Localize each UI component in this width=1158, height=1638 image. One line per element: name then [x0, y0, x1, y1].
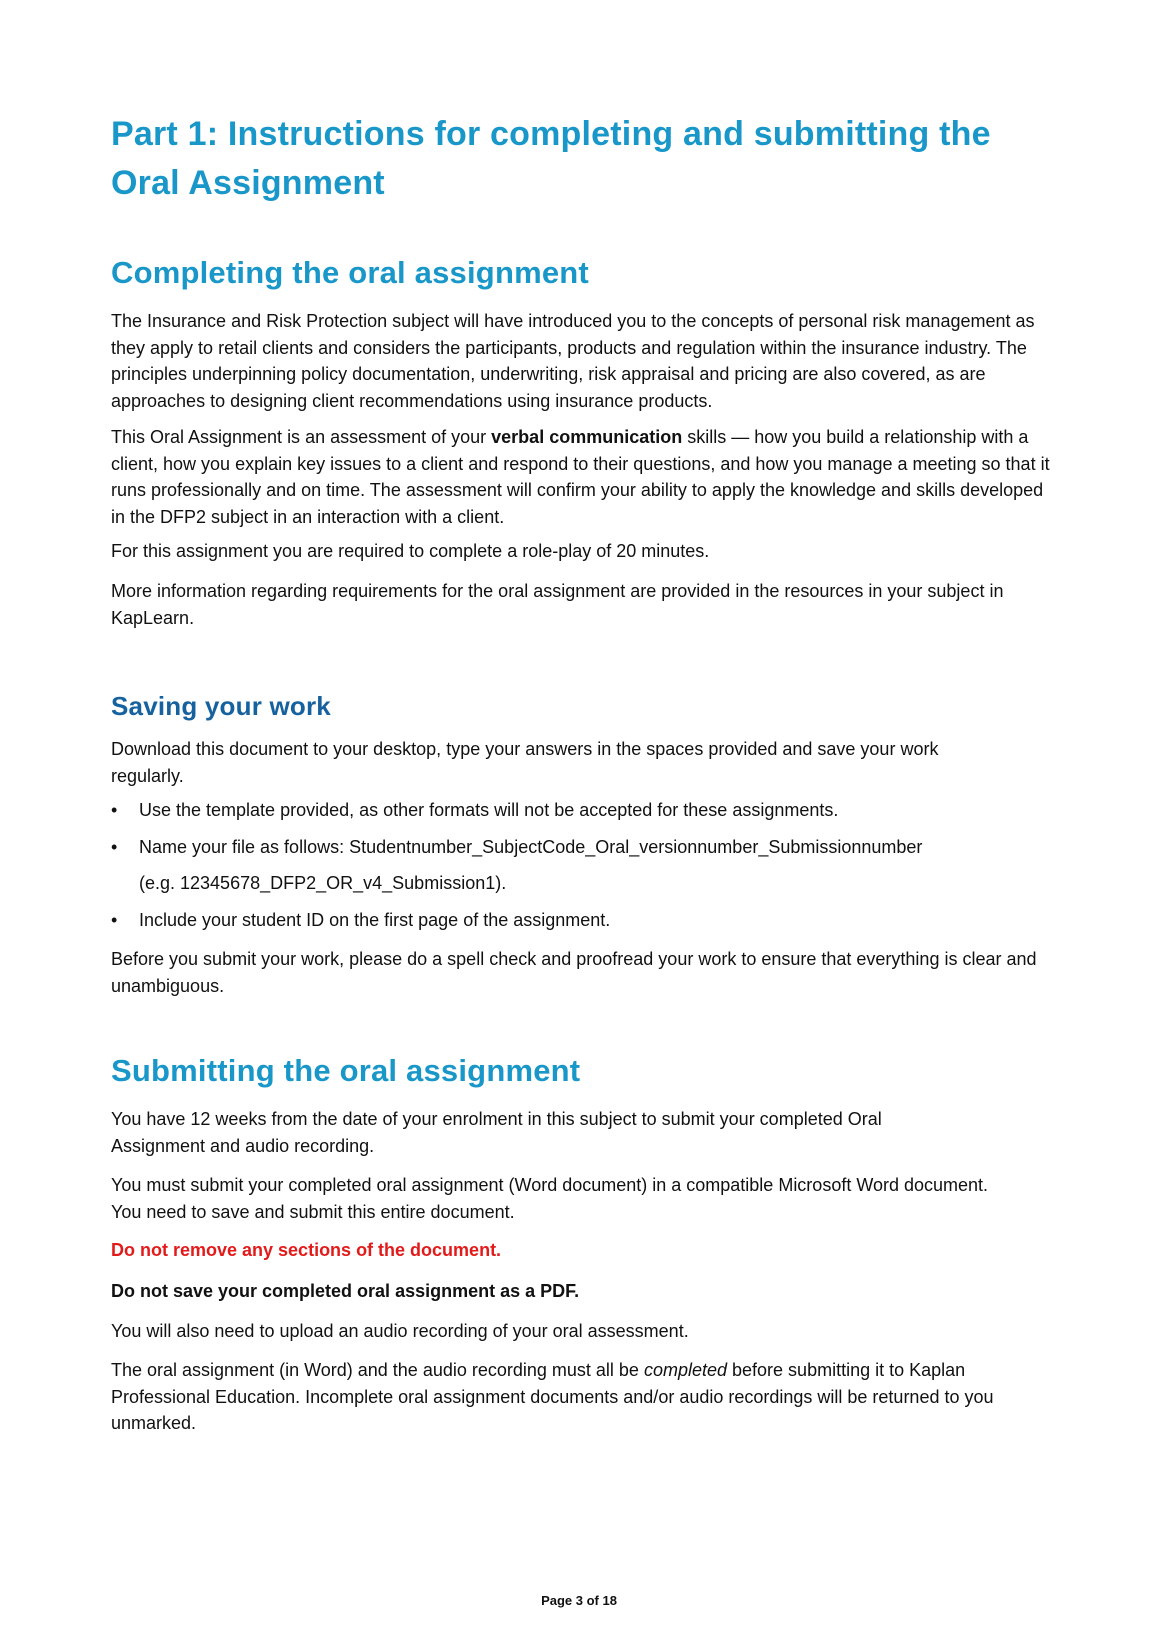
completing-paragraph-1: The Insurance and Risk Protection subject will have introduced you to the concepts of personal risk management as they apply to retail clients and considers the participants, products and regulation within the insurance industry. The principles underpinning policy documentation, underwriting, risk appraisal and pricing are also covered, as are approaches to designing client recommendations using insurance products. [111, 311, 1035, 411]
warning-no-pdf: Do not save your completed oral assignment as a PDF. [111, 1281, 580, 1301]
verbal-communication-emphasis: verbal communication [491, 427, 683, 447]
bullet-text: Name your file as follows: Studentnumber_SubjectCode_Oral_versionnumber_Submissionnumber [139, 837, 923, 857]
completing-paragraph-4: More information regarding requirements for the oral assignment are provided in the resources in your subject in KapLearn. [111, 581, 1004, 628]
bullet-icon: • [111, 800, 118, 820]
saving-heading: Saving your work [111, 691, 331, 721]
warning-remove-sections: Do not remove any sections of the document. [111, 1240, 502, 1260]
completing-heading: Completing the oral assignment [111, 255, 589, 290]
completing-p2-text-a: This Oral Assignment is an assessment of your [111, 427, 492, 447]
submitting-p4-text-a: The oral assignment (in Word) and the audio recording must all be [111, 1360, 644, 1380]
page-number: Page 3 of 18 [541, 1593, 617, 1608]
submitting-heading: Submitting the oral assignment [111, 1053, 581, 1088]
submitting-paragraph-4 [111, 1357, 1061, 1437]
page-title: Part 1: Instructions for completing and submitting the Oral Assignment [111, 115, 991, 202]
bullet-text: Use the template provided, as other formats will not be accepted for these assignments. [139, 800, 839, 820]
completing-paragraph-3: For this assignment you are required to complete a role-play of 20 minutes. [111, 541, 710, 561]
bullet-icon: • [111, 910, 118, 930]
completed-emphasis: completed [643, 1360, 728, 1380]
submitting-p4-text-b: before submitting it to Kaplan Professional Education. Incomplete oral assignment documents and/or audio recordings will be returned to you unmarked. [111, 1360, 994, 1433]
bullet-text: Include your student ID on the first page of the assignment. [139, 910, 611, 930]
saving-intro: Download this document to your desktop, type your answers in the spaces provided and save your work regularly. [111, 739, 939, 786]
completing-paragraph-2 [111, 424, 1061, 530]
bullet-icon: • [111, 837, 118, 857]
completing-p2-text-b: skills — how you build a relationship with a client, how you explain key issues to a client and respond to their questions, and how you manage a meeting so that it runs professionally and on time. The assessment will confirm your ability to apply the knowledge and skills developed in the DFP2 subject in an interaction with a client. [111, 427, 1050, 527]
saving-outro: Before you submit your work, please do a spell check and proofread your work to ensure that everything is clear and unambiguous. [111, 949, 1037, 996]
submitting-paragraph-3: You will also need to upload an audio recording of your oral assessment. [111, 1321, 689, 1341]
submitting-paragraph-1: You have 12 weeks from the date of your enrolment in this subject to submit your completed Oral Assignment and audio recording. [111, 1109, 882, 1156]
filename-example: (e.g. 12345678_DFP2_OR_v4_Submission1). [139, 873, 507, 893]
submitting-paragraph-2: You must submit your completed oral assignment (Word document) in a compatible Microsoft Word document. You need to save and submit this entire document. [111, 1175, 989, 1222]
